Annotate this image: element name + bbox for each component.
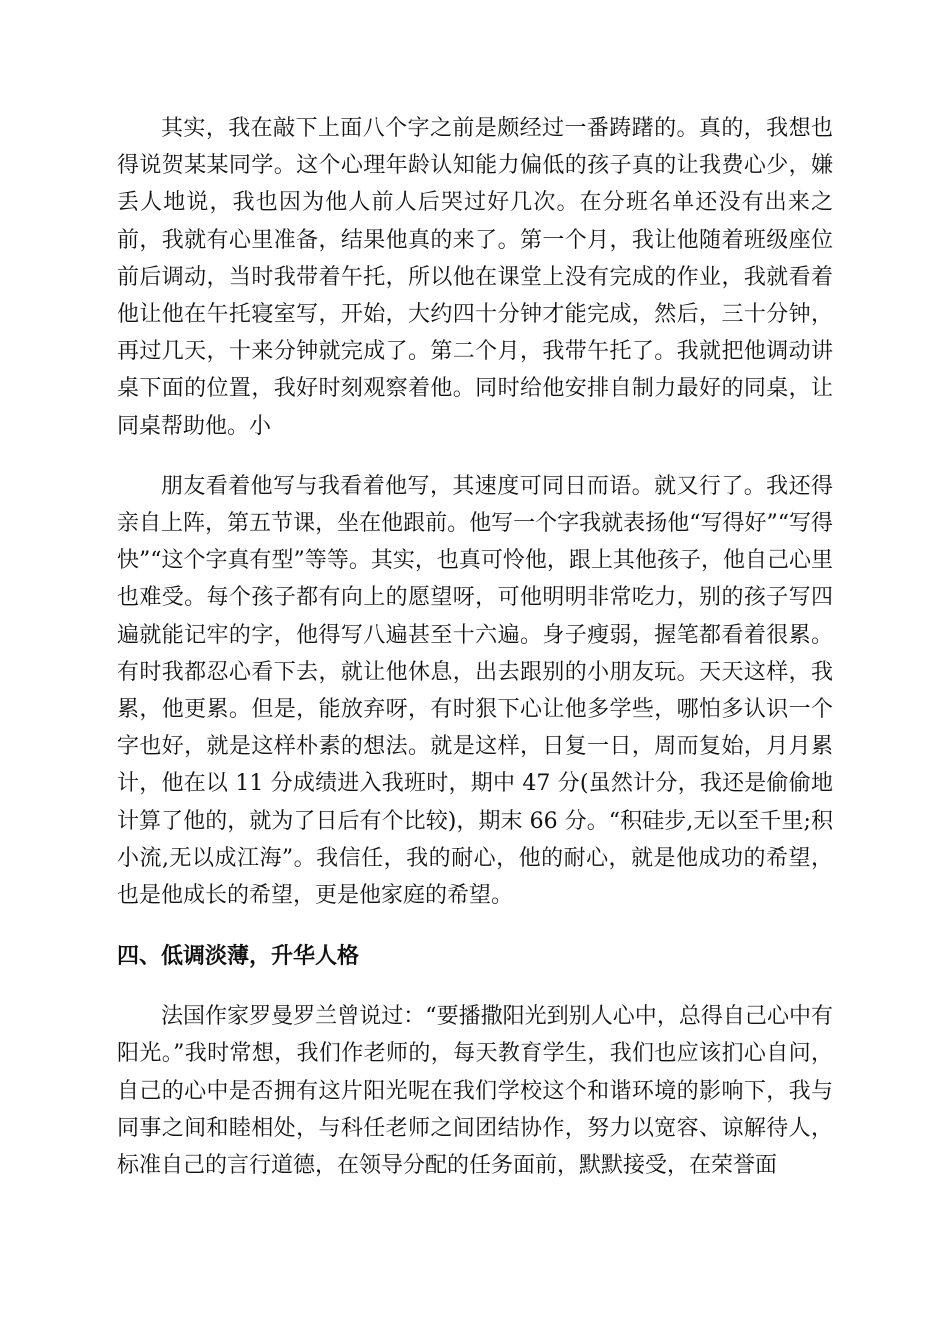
document-page [117,110,833,1184]
paragraph-2: 朋友看着他写与我看着他写，其速度可同日而语。就又行了。我还得亲自上阵，第五节课，坐在他跟前。他写一个字我就表扬他“写得好”“写得快”“这个字真有型”等等。其实，也真可怜他，跟上其他孩子，他自己心里也难受。每个孩子都有向上的愿望呀，可他明明非常吃力，别的孩子写四遍就能记牢的字，他得写八遍甚至十六遍。身子瘦弱，握笔都看着很累。有时我都忍心看下去，就让他休息，出去跟别的小朋友玩。天天这样，我累，他更累。但是，能放弃呀，有时狠下心让他多学些，哪怕多认识一个字也好，就是这样朴素的想法。就是这样，日复一日，周而复始，月月累计，他在以 11 分成绩进入我班时，期中 47 分(虽然计分，我还是偷偷地计算了他的，就为了日后有个比较)，期末 66 分。“积硅步,无以至千里;积小流,无以成江海”。我信任，我的耐心，他的耐心，就是他成功的希望，也是他成长的希望，更是他家庭的希望。 [117,473,833,909]
paragraph-1: 其实，我在敲下上面八个字之前是颇经过一番踌躇的。真的，我想也得说贺某某同学。这个心理年龄认知能力偏低的孩子真的让我费心少，嫌丢人地说，我也因为他人前人后哭过好几次。在分班名单还没有出来之前，我就有心里准备，结果他真的来了。第一个月，我让他随着班级座位前后调动，当时我带着午托，所以他在课堂上没有完成的作业，我就看着他让他在午托寝室写，开始，大约四十分钟才能完成，然后，三十分钟，再过几天，十来分钟就完成了。第二个月，我带午托了。我就把他调动讲桌下面的位置，我好时刻观察着他。同时给他安排自制力最好的同桌，让同桌帮助他。小 [117,116,833,439]
section-heading: 四、低调淡薄，升华人格 [117,944,360,970]
paragraph-3: 法国作家罗曼罗兰曾说过：“要播撒阳光到别人心中，总得自己心中有阳光。”我时常想，我们作老师的，每天教育学生，我们也应该扪心自问，自己的心中是否拥有这片阳光呢在我们学校这个和谐环境的影响下，我与同事之间和睦相处，与科任老师之间团结协作，努力以宽容、谅解待人，标准自己的言行道德，在领导分配的任务面前，默默接受，在荣誉面 [117,1004,833,1179]
